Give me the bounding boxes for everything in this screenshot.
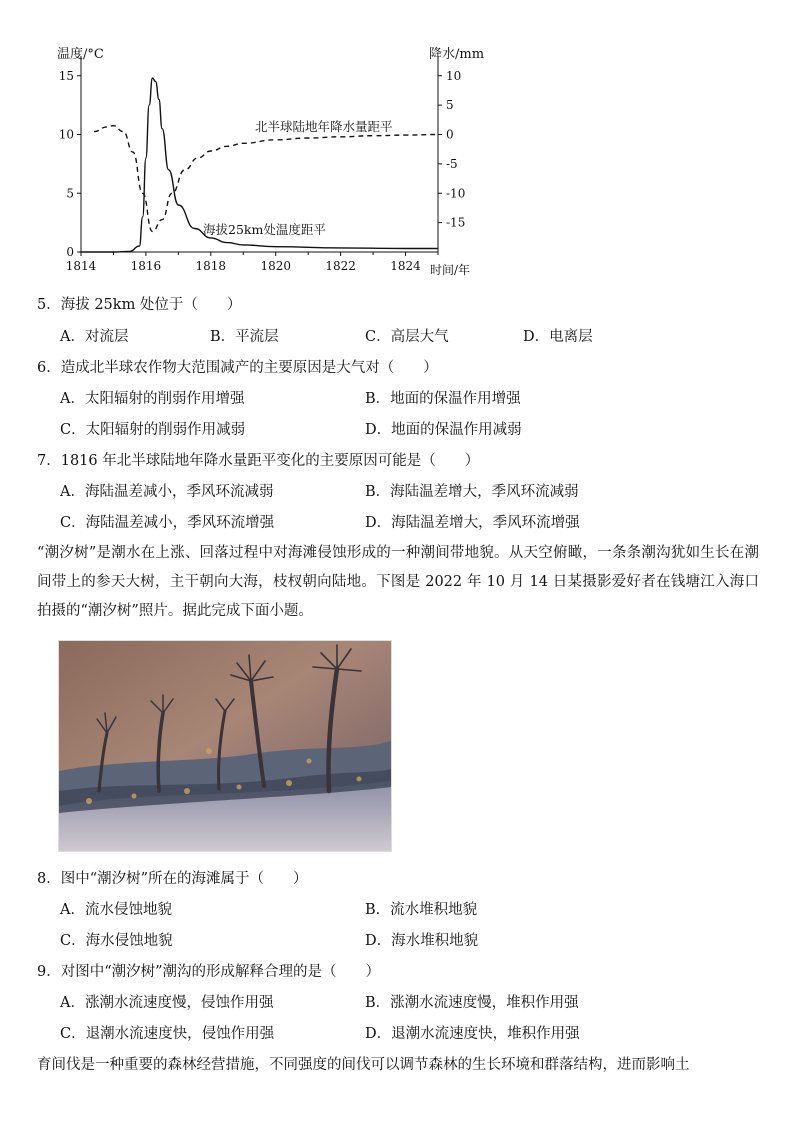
q6-option-a: A．太阳辐射的削弱作用增强 [60, 391, 245, 407]
q5-option-d: D．电离层 [523, 329, 593, 345]
passage-tidal-tree: “潮汐树”是潮水在上涨、回落过程中对海滩侵蚀形成的一种潮间带地貌。从天空俯瞰，一条条潮沟犹如生长在潮间带上的参天大树，主干朝向大海，枝杈朝向陆地。下图是 2022 年 10 月 14 日某摄影爱好者在钱塘江入海口拍摄的“潮汐树”照片。据此完成下面小题。 [37, 545, 759, 619]
q8-option-b: B．流水堆积地貌 [365, 902, 478, 918]
right-tick-label: -5 [446, 156, 458, 171]
question-8-stem: 8．图中“潮汐树”所在的海滩属于（ ） [37, 871, 308, 887]
right-axis-label: 降水/mm [429, 47, 485, 62]
x-tick-label: 1814 [65, 259, 97, 273]
x-tick-label: 1820 [260, 259, 292, 273]
bottom-text-line: 育间伐是一种重要的森林经营措施，不同强度的间伐可以调节森林的生长环境和群落结构，进而影响土 [37, 1057, 690, 1073]
q9-option-c: C．退潮水流速度快，侵蚀作用强 [60, 1026, 275, 1042]
q6-option-d: D．地面的保温作用减弱 [365, 422, 522, 438]
q8-option-a: A．流水侵蚀地貌 [60, 902, 172, 918]
x-tick-label: 1824 [390, 259, 421, 273]
q5-option-c: C．高层大气 [365, 329, 449, 345]
series-label-precipitation: 北半球陆地年降水量距平 [255, 119, 393, 134]
q9-option-d: D．退潮水流速度快，堆积作用强 [365, 1026, 580, 1042]
precipitation-anomaly-line [94, 126, 438, 232]
question-6-stem: 6．造成北半球农作物大范围减产的主要原因是大气对（ ） [37, 360, 438, 376]
right-tick-label: 5 [446, 98, 454, 113]
question-9-stem: 9．对图中“潮汐树”潮沟的形成解释合理的是（ ） [37, 964, 381, 980]
q8-option-c: C．海水侵蚀地貌 [60, 933, 173, 949]
q6-option-b: B．地面的保温作用增强 [365, 391, 521, 407]
q7-option-a: A．海陆温差减小，季风环流减弱 [60, 484, 274, 500]
right-tick-label: -15 [446, 215, 466, 230]
chart-ticks [59, 69, 466, 273]
x-axis-label: 时间/年 [430, 263, 471, 277]
q9-option-b: B．涨潮水流速度慢，堆积作用强 [365, 995, 579, 1011]
left-tick-label: 0 [66, 245, 74, 259]
left-tick-label: 10 [58, 127, 74, 142]
q5-option-a: A．对流层 [60, 329, 129, 345]
tidal-tree-photo-illustration [59, 641, 391, 851]
q5-option-b: B．平流层 [210, 329, 279, 345]
temperature-precipitation-chart [55, 40, 485, 280]
x-tick-label: 1818 [195, 259, 227, 273]
q7-option-d: D．海陆温差增大，季风环流增强 [365, 515, 580, 531]
question-7-stem: 7．1816 年北半球陆地年降水量距平变化的主要原因可能是（ ） [37, 453, 480, 469]
tidal-tree-photo [58, 640, 392, 852]
left-tick-label: 15 [58, 68, 74, 83]
q9-option-a: A．涨潮水流速度慢，侵蚀作用强 [60, 995, 274, 1011]
left-axis-label: 温度/°C [57, 47, 104, 62]
q7-option-b: B．海陆温差增大，季风环流减弱 [365, 484, 579, 500]
series-label-temperature: 海拔25km处温度距平 [203, 222, 326, 237]
q7-option-c: C．海陆温差减小，季风环流增强 [60, 515, 275, 531]
x-tick-label: 1822 [325, 259, 356, 273]
q6-option-c: C．太阳辐射的削弱作用减弱 [60, 422, 246, 438]
question-5-stem: 5．海拔 25km 处位于（ ） [37, 297, 242, 313]
right-tick-label: 10 [446, 68, 462, 83]
right-tick-label: -10 [446, 186, 466, 201]
x-tick-label: 1816 [130, 259, 162, 273]
right-tick-label: 0 [446, 127, 454, 142]
q8-option-d: D．海水堆积地貌 [365, 933, 479, 949]
left-tick-label: 5 [66, 186, 74, 201]
